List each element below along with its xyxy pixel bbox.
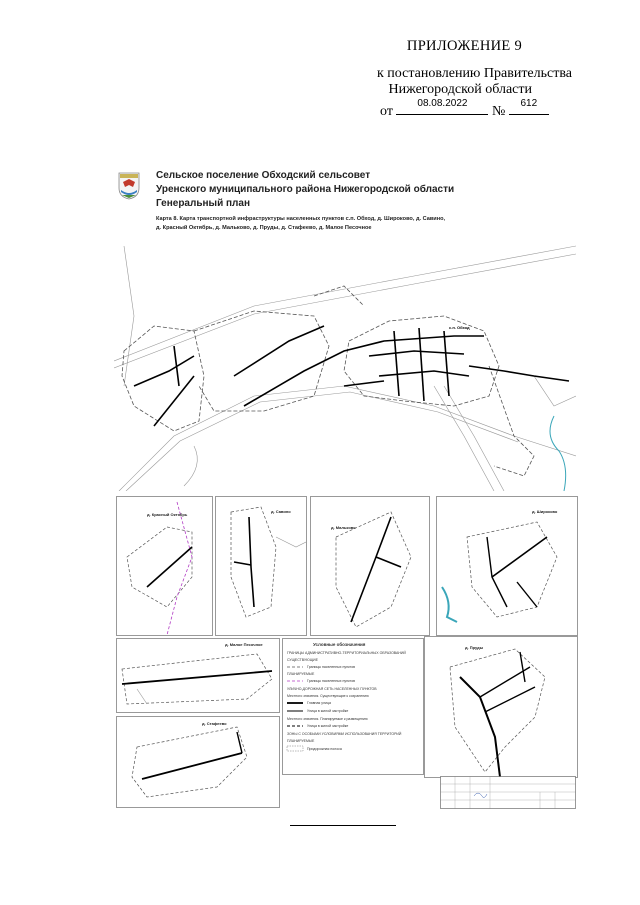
legend-item: Границы населенных пунктов	[307, 665, 356, 669]
legend-item: Улица в жилой застройке	[307, 724, 349, 728]
inset-malkovo	[310, 496, 430, 636]
map-title-3: Генеральный план	[156, 198, 250, 209]
inset-label: д. Савино	[271, 509, 291, 514]
footer-rule	[290, 825, 396, 826]
inset-label: д. Стафеево	[202, 721, 227, 726]
inset-label: д. Малое Песочное	[225, 642, 263, 647]
legend-item: Главная улица	[307, 701, 331, 705]
legend-item: УЛИЧНО-ДОРОЖНАЯ СЕТЬ НАСЕЛЕННЫХ ПУНКТОВ	[287, 687, 377, 691]
map-subtitle-2: д. Красный Октябрь, д. Мальково, д. Пруды, д. Стафеево, д. Малое Песочное	[156, 225, 372, 231]
inset-stafeevo	[116, 716, 280, 808]
title-block-stamp	[440, 776, 576, 809]
inset-savino	[215, 496, 307, 636]
main-map-label: с.п. Обход	[449, 325, 470, 330]
legend-panel	[282, 638, 424, 775]
legend-item: Придорожная полоса	[307, 747, 342, 751]
map-sheet	[114, 166, 576, 809]
coat-of-arms-icon	[118, 172, 140, 200]
number-label: №	[491, 104, 506, 119]
date-number-line	[380, 100, 549, 120]
main-map-obkhod	[114, 236, 576, 491]
from-label: от	[380, 104, 393, 119]
date-value: 08.08.2022	[417, 98, 468, 109]
number-value: 612	[520, 98, 538, 109]
inset-prudy	[424, 636, 578, 778]
inset-label: д. Широково	[532, 509, 558, 514]
legend-item: Границы населенных пунктов	[307, 679, 356, 683]
map-subtitle-1: Карта 8. Карта транспортной инфраструктуры населенных пунктов с.п. Обход, д. Широково, д. Савино,	[156, 216, 446, 222]
legend-title: Условные обозначения	[313, 642, 366, 647]
region-line: Нижегородской области	[388, 82, 532, 97]
legend-item: Местного значения. Планируемые к размещению	[287, 717, 368, 721]
appendix-title: ПРИЛОЖЕНИЕ 9	[406, 38, 522, 54]
inset-krasny-oktyabr	[116, 496, 213, 636]
map-title-1: Сельское поселение Обходский сельсовет	[156, 170, 371, 181]
legend-item: СУЩЕСТВУЮЩИЕ	[287, 658, 318, 662]
legend-item: ГРАНИЦЫ АДМИНИСТРАТИВНО-ТЕРРИТОРИАЛЬНЫХ ОБРАЗОВАНИЙ	[287, 651, 406, 655]
resolution-line: к постановлению Правительства	[376, 66, 572, 81]
legend-item: Улица в жилой застройке	[307, 709, 349, 713]
date-field	[396, 100, 488, 115]
inset-shirokovo	[436, 496, 578, 636]
legend-item: ЗОНЫ С ОСОБЫМИ УСЛОВИЯМИ ИСПОЛЬЗОВАНИЯ ТЕРРИТОРИЙ	[287, 732, 402, 736]
legend-item: ПЛАНИРУЕМЫЕ	[287, 672, 315, 676]
inset-label: д. Красный Октябрь	[147, 512, 188, 517]
inset-label: д. Пруды	[465, 645, 484, 650]
map-title-2: Уренского муниципального района Нижегородской области	[156, 184, 455, 195]
legend-item: Местного значения. Существующие к сохранению	[287, 694, 369, 698]
inset-label: д. Мальково	[331, 525, 356, 530]
legend-item: ПЛАНИРУЕМЫЕ	[287, 739, 315, 743]
inset-maloe-pesochnoe	[116, 638, 280, 713]
number-field	[509, 100, 549, 115]
